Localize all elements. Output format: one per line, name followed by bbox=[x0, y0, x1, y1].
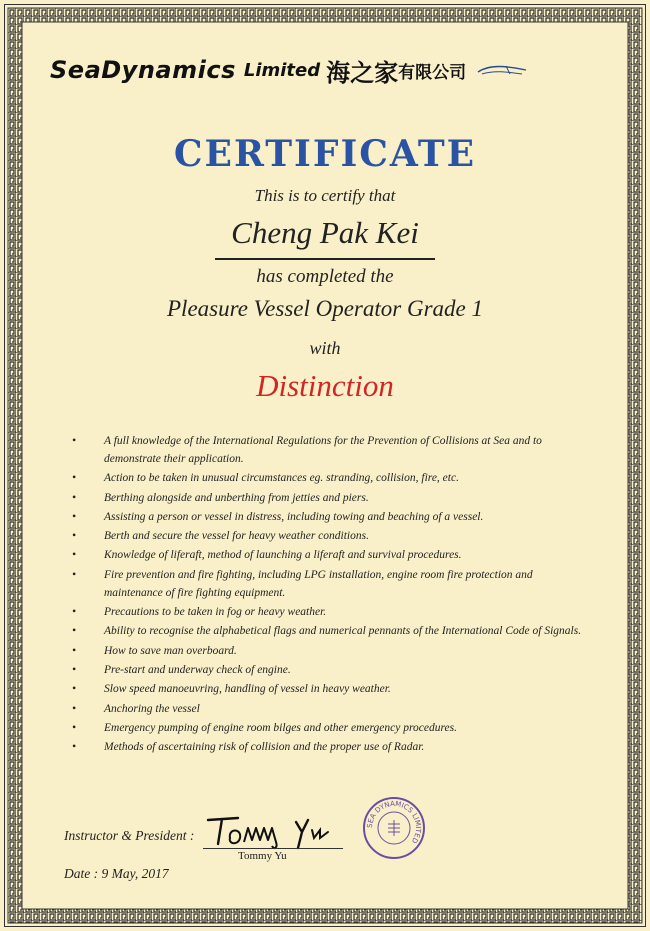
list-item: • A full knowledge of the International Regulations for the Prevention of Collisions at Sea and to demonstrate their application. bbox=[72, 432, 582, 468]
list-item: • Knowledge of liferaft, method of launching a liferaft and survival procedures. bbox=[72, 546, 582, 564]
bullet-icon: • bbox=[72, 530, 77, 543]
list-item: • Assisting a person or vessel in distress, including towing and beaching of a vessel. bbox=[72, 508, 582, 526]
competency-list bbox=[72, 432, 582, 757]
list-item: • Anchoring the vessel bbox=[72, 700, 582, 718]
bullet-icon: • bbox=[72, 606, 77, 619]
distinction-text: Distinction bbox=[256, 368, 394, 403]
with-text: with bbox=[309, 338, 341, 358]
list-item: • Ability to recognise the alphabetical flags and numerical pennants of the International Code of Signals. bbox=[72, 622, 582, 640]
seal-text: SEA DYNAMICS LIMITED bbox=[365, 799, 423, 845]
bullet-icon: • bbox=[72, 435, 77, 447]
bullet-icon: • bbox=[72, 663, 77, 676]
wave-logo-icon bbox=[476, 60, 528, 80]
signature-image bbox=[204, 808, 344, 852]
course-name: Pleasure Vessel Operator Grade 1 bbox=[167, 296, 483, 321]
list-item: • Fire prevention and fire fighting, including LPG installation, engine room fire protection and maintenance of fire fighting equipment. bbox=[72, 566, 582, 602]
signer-name: Tommy Yu bbox=[238, 850, 287, 862]
company-seal-stamp bbox=[362, 796, 426, 860]
brand-suffix: Limited bbox=[243, 59, 321, 81]
bullet-icon: • bbox=[72, 472, 77, 485]
bullet-icon: • bbox=[72, 683, 77, 696]
certificate-title: CERTIFICATE bbox=[173, 133, 477, 175]
signature-line bbox=[203, 848, 343, 849]
bullet-icon: • bbox=[72, 741, 77, 754]
list-item: • Emergency pumping of engine room bilges and other emergency procedures. bbox=[72, 719, 582, 737]
bullet-icon: • bbox=[72, 510, 77, 523]
issue-date: Date : 9 May, 2017 bbox=[64, 866, 169, 881]
bullet-icon: • bbox=[72, 702, 77, 715]
bullet-icon: • bbox=[72, 644, 77, 657]
list-item: • Berthing alongside and unberthing from jetties and piers. bbox=[72, 489, 582, 507]
bullet-icon: • bbox=[72, 625, 77, 638]
bullet-icon: • bbox=[72, 491, 77, 504]
list-item: • How to save man overboard. bbox=[72, 642, 582, 660]
list-item: • Action to be taken in unusual circumstances eg. stranding, collision, fire, etc. bbox=[72, 469, 582, 487]
list-item: • Methods of ascertaining risk of collision and the proper use of Radar. bbox=[72, 738, 582, 756]
bullet-icon: • bbox=[72, 549, 77, 562]
recipient-name: Cheng Pak Kei bbox=[231, 215, 419, 250]
brand-chinese-suffix: 有限公司 bbox=[398, 62, 467, 83]
name-underline bbox=[215, 258, 435, 260]
list-item: • Precautions to be taken in fog or heavy weather. bbox=[72, 603, 582, 621]
certify-text: This is to certify that bbox=[254, 186, 396, 205]
brand-chinese-name: 海之家 bbox=[326, 58, 399, 87]
bullet-icon: • bbox=[72, 568, 77, 581]
list-item: • Slow speed manoeuvring, handling of vessel in heavy weather. bbox=[72, 680, 582, 698]
completed-text: has completed the bbox=[256, 266, 394, 287]
instructor-label: Instructor & President : bbox=[64, 828, 195, 843]
brand-name: SeaDynamics bbox=[50, 56, 236, 84]
list-item: • Berth and secure the vessel for heavy weather conditions. bbox=[72, 527, 582, 545]
list-item: • Pre-start and underway check of engine. bbox=[72, 661, 582, 679]
bullet-icon: • bbox=[72, 721, 77, 734]
company-header bbox=[50, 50, 610, 90]
